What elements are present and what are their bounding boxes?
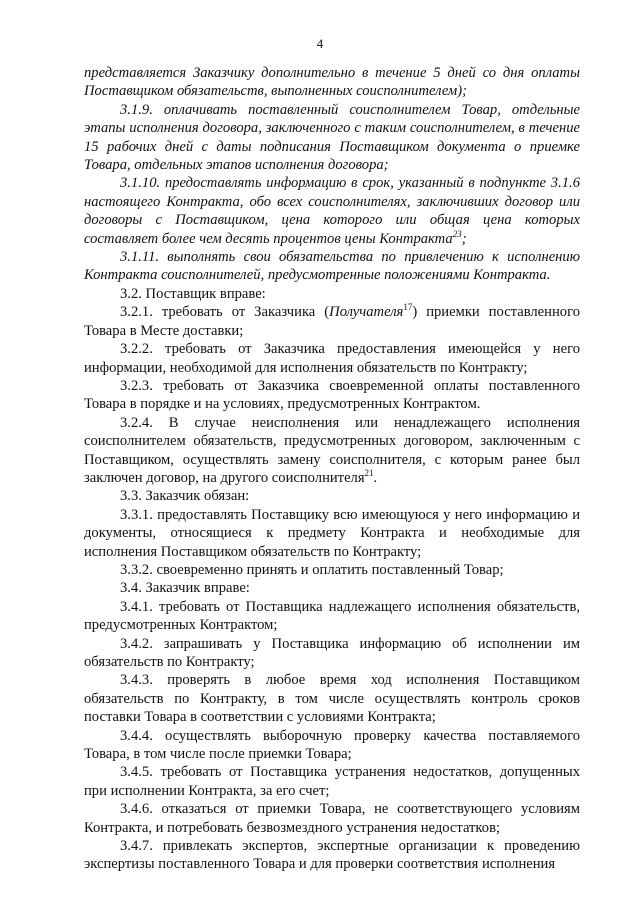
clause-3-4-1: 3.4.1. требовать от Поставщика надлежащего исполнения обязательств, предусмотренных Контрактом; — [84, 598, 580, 634]
clause-3-1-10: 3.1.10. предоставлять информацию в срок, указанный в подпункте 3.1.6 настоящего Контракта, обо всех соисполнителях, заключивших договор или договоры с Поставщиком, цена которого или общая цена которых составляет более чем десять процентов цены Контракта$^{23}$; — [84, 175, 580, 247]
section-3-2-heading: 3.2. Поставщик вправе: — [120, 285, 266, 302]
document-body — [84, 64, 580, 874]
clause-3-1-11: 3.1.11. выполнять свои обязательства по привлечению к исполнению Контракта соисполнителей, предусмотренные положениями Контракта. — [84, 249, 580, 284]
clause-3-4-4: 3.4.4. осуществлять выборочную проверку качества поставляемого Товара, в том числе после приемки Товара; — [84, 727, 580, 763]
clause-3-4-3: 3.4.3. проверять в любое время ход исполнения Поставщиком обязательств по Контракту, в том числе осуществлять контроль сроков поставки Товара в соответствии с условиями Контракта; — [84, 672, 580, 726]
footnote-ref-23[interactable]: 23 — [452, 228, 462, 239]
paragraph-continuation: представляется Заказчику дополнительно в течение 5 дней со дня оплаты Поставщиком обязательств, выполненных соисполнителем); — [84, 65, 580, 100]
clause-3-4-5: 3.4.5. требовать от Поставщика устранения недостатков, допущенных при исполнении Контракта, за его счет; — [84, 764, 580, 799]
clause-3-4-6: 3.4.6. отказаться от приемки Товара, не соответствующего условиям Контракта, и потребовать безвозмездного устранения недостатков; — [84, 801, 580, 836]
clause-3-2-1: 3.2.1. требовать от Заказчика (Получателя$^{17}$) приемки поставленного Товара в Месте доставки; — [84, 302, 580, 339]
clause-3-1-9: 3.1.9. оплачивать поставленный соисполнителем Товар, отдельные этапы исполнения договора, заключенного с таким соисполнителем, в течение 15 рабочих дней с даты подписания Поставщиком документа о приемке Товара, отдельных этапов исполнения договора; — [84, 101, 580, 174]
page-number: 4 — [316, 36, 324, 51]
footnote-ref-17[interactable]: 17 — [403, 302, 413, 313]
section-3-4-heading: 3.4. Заказчик вправе: — [120, 580, 250, 597]
clause-3-4-7: 3.4.7. привлекать экспертов, экспертные организации к проведению экспертизы поставленного Товара и для проверки соответствия исполнения — [84, 838, 580, 873]
clause-3-2-3: 3.2.3. требовать от Заказчика своевременной оплаты поставленного Товара в порядке и на условиях, предусмотренных Контрактом. — [84, 377, 580, 413]
clause-3-3-2: 3.3.2. своевременно принять и оплатить поставленный Товар; — [120, 561, 504, 578]
clause-3-2-4: 3.2.4. В случае неисполнения или ненадлежащего исполнения соисполнителем обязательств, предусмотренных договором, заключенным с Поставщиком, осуществлять замену соисполнителя, с которым ранее был заключен договор, на другого соисполнителя$^{21}$. — [84, 414, 580, 486]
section-3-3-heading: 3.3. Заказчик обязан: — [120, 488, 250, 505]
clause-3-2-2: 3.2.2. требовать от Заказчика предоставления имеющейся у него информации, необходимой для исполнения обязательств по Контракту; — [84, 341, 580, 376]
footnote-ref-21[interactable]: 21 — [364, 467, 374, 478]
clause-3-4-2: 3.4.2. запрашивать у Поставщика информацию об исполнении им обязательств по Контракту; — [84, 635, 580, 670]
clause-3-3-1: 3.3.1. предоставлять Поставщику всю имеющуюся у него информацию и документы, относящиеся к предмету Контракта и необходимые для исполнения Поставщиком обязательств по Контракту; — [84, 506, 580, 560]
